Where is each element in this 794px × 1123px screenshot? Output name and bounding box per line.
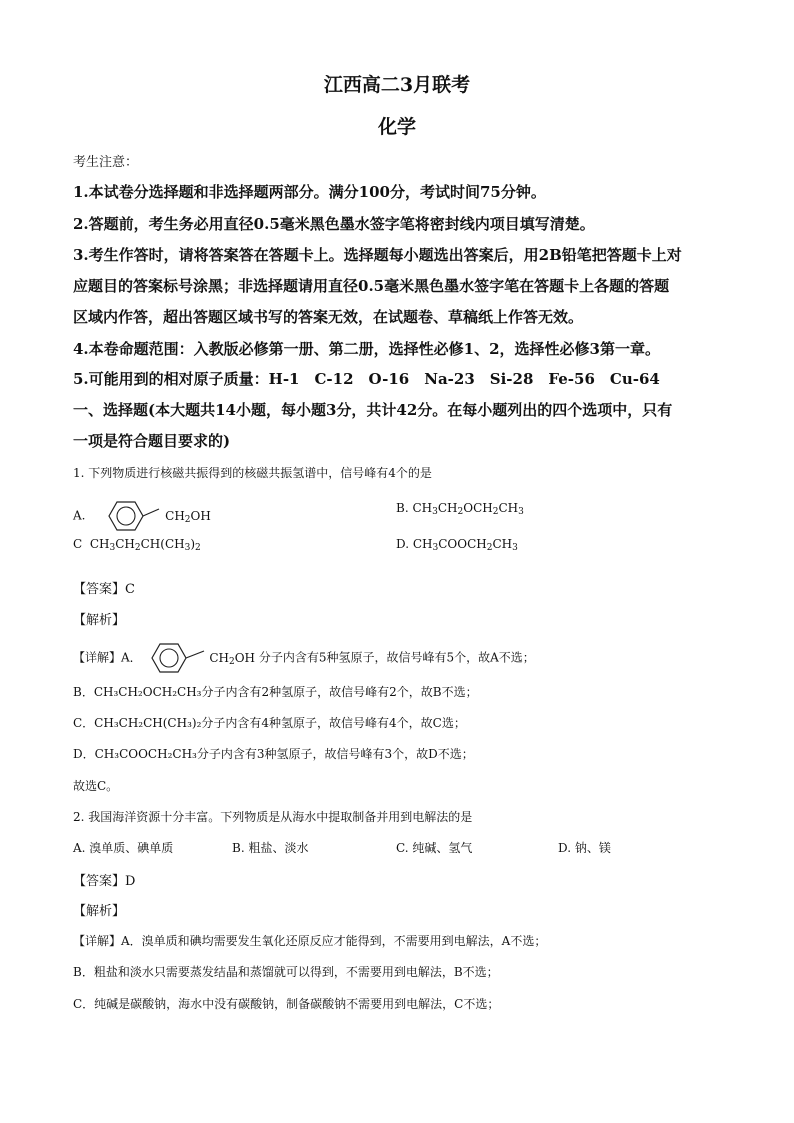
notice-item-5: 5.可能用到的相对原子质量：H-1 C-12 O-16 Na-23 Si-28 Fe-56 Cu-64 [73, 370, 660, 388]
q1-option-a [73, 499, 211, 533]
q1-detail-c: C．CH₃CH₂CH(CH₃)₂分子内含有4种氢原子，故信号峰有4个，故C选； [73, 716, 466, 730]
q2-option-b: B. 粗盐、淡水 [232, 841, 309, 855]
q2-option-c: C. 纯碱、氢气 [396, 841, 473, 855]
notice-item-3: 3.考生作答时，请将答案答在答题卡上。选择题每小题选出答案后，用2B铅笔把答题卡上对 [73, 246, 682, 264]
q1-detail-d: D．CH₃COOCH₂CH₃分子内含有3种氢原子，故信号峰有3个，故D不选； [73, 747, 474, 761]
q1-answer: 【答案】C [73, 582, 135, 597]
q1-option-a-group: $CH_2OH$ [165, 508, 211, 525]
q2-detail-b: B．粗盐和淡水只需要蒸发结晶和蒸馏就可以得到，不需要用到电解法，B不选； [73, 965, 499, 979]
q2-detail-a: 【详解】A．溴单质和碘均需要发生氧化还原反应才能得到，不需要用到电解法，A不选； [73, 934, 547, 948]
notice-heading: 考生注意： [73, 155, 139, 170]
benzene-ring-icon [97, 499, 161, 533]
section-heading-line-1: 一、选择题(本大题共14小题，每小题3分，共计42分。在每小题列出的四个选项中，只有 [73, 401, 673, 419]
q1-analysis-tag: 【解析】 [73, 613, 126, 628]
q2-analysis-tag: 【解析】 [73, 904, 126, 919]
q1-option-c: C $CH_3CH_2CH(CH_3)_2$ [73, 537, 201, 553]
q2-option-d: D. 钠、镁 [558, 841, 611, 855]
benzene-ring-icon [146, 641, 206, 675]
q2-option-a: A. 溴单质、碘单质 [73, 841, 174, 855]
q1-stem: 1. 下列物质进行核磁共振得到的核磁共振氢谱中，信号峰有4个的是 [73, 466, 432, 480]
notice-item-3-cont-2: 区域内作答，超出答题区域书写的答案无效，在试题卷、草稿纸上作答无效。 [73, 308, 584, 326]
notice-item-4: 4.本卷命题范围：入教版必修第一册、第二册，选择性必修1、2，选择性必修3第一章。 [73, 340, 660, 358]
q1-option-b: B. $CH_3CH_2OCH_2CH_3$ [396, 501, 524, 517]
q1-detail-a-group: $CH_2OH$ [209, 650, 256, 667]
subject-title: 化学 [377, 116, 416, 138]
q2-detail-c: C．纯碱是碳酸钠，海水中没有碳酸钠，制备碳酸钠不需要用到电解法，C不选； [73, 997, 500, 1011]
exam-title: 江西高二3月联考 [323, 74, 471, 96]
q1-option-d: D. $CH_3COOCH_2CH_3$ [396, 537, 518, 553]
q2-stem: 2. 我国海洋资源十分丰富。下列物质是从海水中提取制备并用到电解法的是 [73, 810, 473, 824]
q1-detail-b: B．CH₃CH₂OCH₂CH₃分子内含有2种氢原子，故信号峰有2个，故B不选； [73, 685, 478, 699]
q2-answer: 【答案】D [73, 874, 136, 889]
notice-item-1: 1.本试卷分选择题和非选择题两部分。满分100分，考试时间75分钟。 [73, 183, 546, 201]
q1-conclusion: 故选C。 [73, 779, 119, 793]
notice-item-2: 2.答题前，考生务必用直径0.5毫米黑色墨水签字笔将密封线内项目填写清楚。 [73, 215, 595, 233]
q1-detail-a: 【详解】A． $CH_2OH$ 分子内含有5种氢原子，故信号峰有5个，故A不选； [73, 641, 535, 675]
section-heading-line-2: 一项是符合题目要求的) [73, 432, 231, 450]
q1-option-a-label: A. [73, 508, 86, 523]
notice-item-3-cont-1: 应题目的答案标号涂黑；非选择题请用直径0.5毫米黑色墨水签字笔在答题卡上各题的答题 [73, 277, 670, 295]
